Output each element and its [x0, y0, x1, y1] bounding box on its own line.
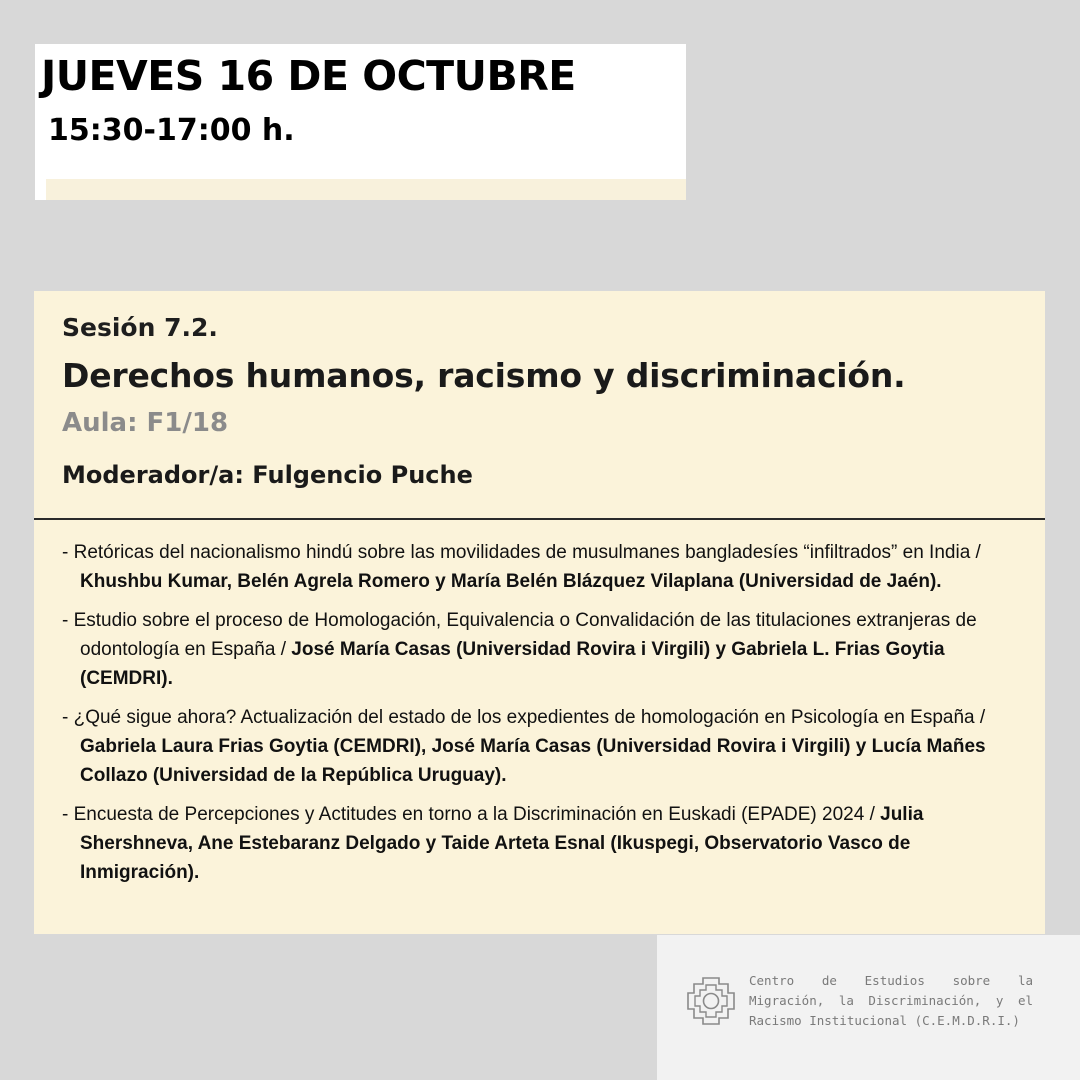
talk-list	[62, 538, 1021, 897]
talk-authors: Julia Shershneva, Ane Estebaranz Delgado y Taide Arteta Esnal (Ikuspegi, Observatorio Vasco de Inmigración).	[80, 804, 924, 883]
talk-item	[62, 538, 1021, 596]
session-number: Sesión 7.2.	[62, 313, 218, 342]
talk-authors: José María Casas (Universidad Rovira i Virgili) y Gabriela L. Frias Goytia (CEMDRI).	[80, 639, 945, 689]
talk-item	[62, 703, 1021, 790]
talk-title: - Encuesta de Percepciones y Actitudes en torno a la Discriminación en Euskadi (EPADE) 2024 /	[62, 804, 881, 825]
talk-item	[62, 606, 1021, 693]
talk-item	[62, 800, 1021, 887]
cemdri-logo	[657, 935, 1080, 1080]
session-moderator: Moderador/a: Fulgencio Puche	[62, 461, 473, 489]
date-card	[35, 44, 686, 200]
talk-authors: Khushbu Kumar, Belén Agrela Romero y María Belén Blázquez Vilaplana (Universidad de Jaén).	[80, 571, 942, 592]
talk-title: - Retóricas del nacionalismo hindú sobre las movilidades de musulmanes bangladesíes “infiltrados” en India /	[62, 542, 981, 563]
divider	[34, 518, 1045, 520]
event-date: JUEVES 16 DE OCTUBRE	[41, 52, 576, 100]
cemdri-logo-icon	[685, 975, 737, 1027]
session-title: Derechos humanos, racismo y discriminación.	[62, 356, 906, 395]
cemdri-name: Centro de Estudios sobre la Migración, la Discriminación, y el Racismo Institucional (C.E.M.D.R.I.)	[749, 973, 1033, 1028]
talk-title: - ¿Qué sigue ahora? Actualización del estado de los expedientes de homologación en Psicología en España /	[62, 707, 986, 728]
session-card	[34, 291, 1045, 934]
event-time: 15:30-17:00 h.	[48, 113, 295, 148]
session-room: Aula: F1/18	[62, 408, 229, 438]
talk-title: - Estudio sobre el proceso de Homologación, Equivalencia o Convalidación de las titulaciones extranjeras de odontología en España /	[62, 610, 977, 660]
talk-authors: Gabriela Laura Frias Goytia (CEMDRI), José María Casas (Universidad Rovira i Virgili) y Lucía Mañes Collazo (Universidad de la República Uruguay).	[80, 736, 986, 786]
date-card-strip	[46, 179, 686, 200]
